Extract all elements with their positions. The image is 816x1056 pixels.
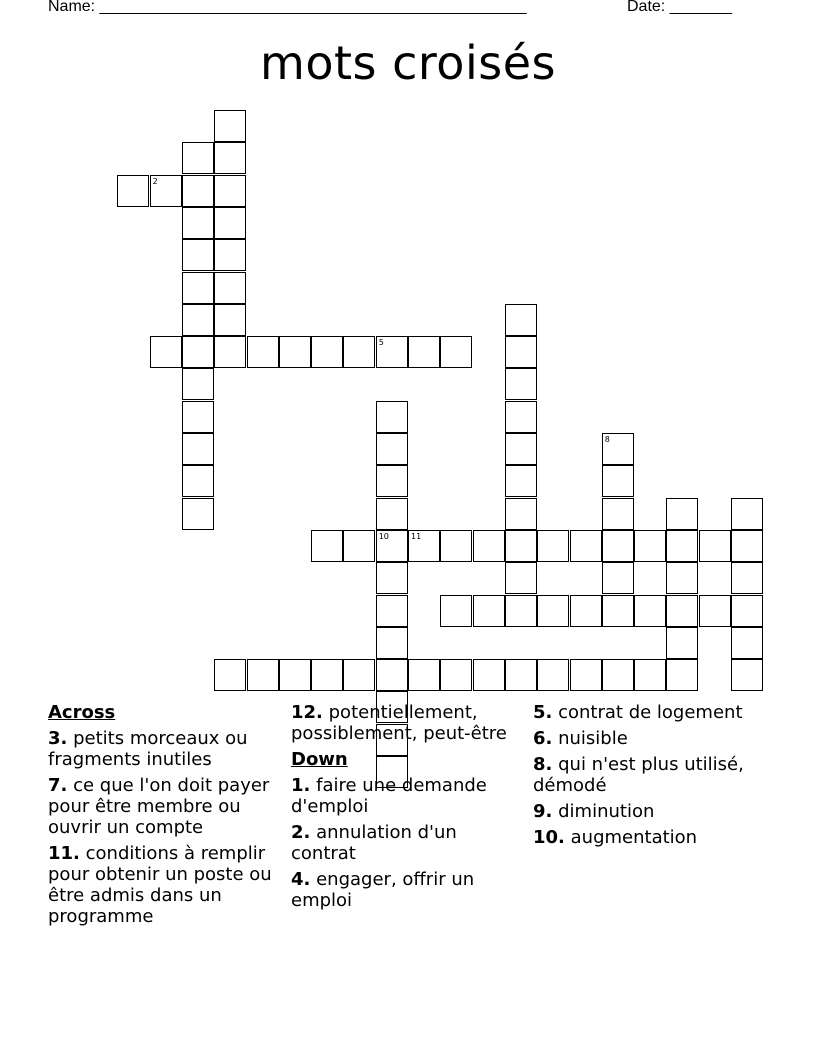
clue-text: conditions à remplir pour obtenir un poste ou être admis dans un programme	[48, 843, 272, 927]
grid-cell[interactable]	[505, 659, 537, 691]
grid-cell[interactable]	[311, 530, 343, 562]
clue-number: 4.	[291, 869, 311, 890]
grid-cell[interactable]	[731, 498, 763, 530]
clue-number: 2.	[291, 822, 311, 843]
grid-cell[interactable]	[408, 530, 440, 562]
clue-text: diminution	[558, 801, 655, 822]
clue-number-label: 5	[378, 338, 384, 348]
down-heading: Down	[291, 749, 348, 770]
clue-down-5	[533, 702, 768, 723]
grid-cell[interactable]	[117, 175, 149, 207]
grid-cell[interactable]	[602, 595, 634, 627]
grid-cell[interactable]	[408, 659, 440, 691]
grid-cell[interactable]	[182, 465, 214, 497]
grid-cell[interactable]	[182, 498, 214, 530]
grid-cell[interactable]	[666, 659, 698, 691]
grid-cell[interactable]	[343, 336, 375, 368]
grid-cell[interactable]	[666, 627, 698, 659]
grid-cell[interactable]	[505, 368, 537, 400]
grid-cell[interactable]	[182, 239, 214, 271]
grid-cell[interactable]	[150, 175, 182, 207]
clues-column-2	[291, 702, 526, 916]
grid-cell[interactable]	[343, 659, 375, 691]
grid-cell[interactable]	[602, 433, 634, 465]
across-heading: Across	[48, 702, 116, 723]
grid-cell[interactable]	[214, 336, 246, 368]
grid-cell[interactable]	[505, 304, 537, 336]
grid-cell[interactable]	[182, 304, 214, 336]
grid-cell[interactable]	[376, 498, 408, 530]
clue-text: potentiellement, possiblement, peut-être	[291, 702, 507, 744]
grid-cell[interactable]	[570, 595, 602, 627]
grid-cell[interactable]	[214, 110, 246, 142]
grid-cell[interactable]	[376, 530, 408, 562]
clue-text: faire une demande d'emploi	[291, 775, 487, 817]
clue-number: 10.	[533, 827, 565, 848]
clue-number: 1.	[291, 775, 311, 796]
clue-across-3	[48, 728, 283, 770]
clue-text: augmentation	[570, 827, 698, 848]
grid-cell[interactable]	[666, 595, 698, 627]
grid-cell[interactable]	[376, 433, 408, 465]
grid-cell[interactable]	[602, 562, 634, 594]
grid-cell[interactable]	[634, 530, 666, 562]
grid-cell[interactable]	[505, 465, 537, 497]
grid-cell[interactable]	[376, 627, 408, 659]
clue-number-label: 11	[411, 531, 422, 541]
grid-cell[interactable]	[247, 659, 279, 691]
grid-cell[interactable]	[666, 498, 698, 530]
grid-cell[interactable]	[666, 562, 698, 594]
clue-text: ce que l'on doit payer pour être membre ou ouvrir un compte	[48, 775, 270, 838]
grid-cell[interactable]	[376, 401, 408, 433]
grid-cell[interactable]	[214, 304, 246, 336]
grid-cell[interactable]	[343, 530, 375, 562]
grid-cell[interactable]	[666, 530, 698, 562]
grid-cell[interactable]	[731, 627, 763, 659]
clues-column-1	[48, 702, 283, 932]
grid-cell[interactable]	[440, 595, 472, 627]
grid-cell[interactable]	[731, 595, 763, 627]
grid-cell[interactable]	[214, 272, 246, 304]
grid-cell[interactable]	[731, 530, 763, 562]
grid-cell[interactable]	[505, 562, 537, 594]
grid-cell[interactable]	[150, 336, 182, 368]
clue-across-12	[291, 702, 526, 744]
grid-cell[interactable]	[182, 272, 214, 304]
date-field-label: Date: _______	[627, 0, 732, 15]
clue-number: 12.	[291, 702, 323, 723]
grid-cell[interactable]	[376, 465, 408, 497]
clue-down-10	[533, 827, 768, 848]
grid-cell[interactable]	[699, 530, 731, 562]
grid-cell[interactable]	[505, 498, 537, 530]
grid-cell[interactable]	[214, 175, 246, 207]
grid-cell[interactable]	[602, 465, 634, 497]
grid-cell[interactable]	[537, 530, 569, 562]
grid-cell[interactable]	[634, 595, 666, 627]
clue-number: 8.	[533, 754, 553, 775]
grid-cell[interactable]	[182, 433, 214, 465]
grid-cell[interactable]	[376, 562, 408, 594]
grid-cell[interactable]	[214, 142, 246, 174]
clue-down-8	[533, 754, 768, 796]
grid-cell[interactable]	[537, 659, 569, 691]
clue-text: petits morceaux ou fragments inutiles	[48, 728, 248, 770]
grid-cell[interactable]	[602, 530, 634, 562]
clue-text: qui n'est plus utilisé, démodé	[533, 754, 744, 796]
grid-cell[interactable]	[505, 401, 537, 433]
grid-cell[interactable]	[505, 336, 537, 368]
clue-down-2	[291, 822, 526, 864]
grid-cell[interactable]	[602, 498, 634, 530]
grid-cell[interactable]	[214, 659, 246, 691]
grid-cell[interactable]	[440, 336, 472, 368]
clue-number-label: 8	[604, 435, 610, 444]
grid-cell[interactable]	[699, 595, 731, 627]
grid-cell[interactable]	[408, 336, 440, 368]
clue-number: 9.	[533, 801, 553, 822]
grid-cell[interactable]	[182, 401, 214, 433]
clue-across-11	[48, 843, 283, 927]
grid-cell[interactable]	[570, 530, 602, 562]
grid-cell[interactable]	[505, 595, 537, 627]
page-title: mots croisés	[260, 36, 556, 90]
grid-cell[interactable]	[473, 595, 505, 627]
clue-number: 3.	[48, 728, 68, 749]
grid-cell[interactable]	[279, 336, 311, 368]
grid-cell[interactable]	[505, 433, 537, 465]
clue-across-7	[48, 775, 283, 838]
clue-text: contrat de logement	[558, 702, 743, 723]
clue-text: engager, offrir un emploi	[291, 869, 475, 911]
grid-cell[interactable]	[247, 336, 279, 368]
clue-text: annulation d'un contrat	[291, 822, 457, 864]
grid-cell[interactable]	[731, 562, 763, 594]
clue-number: 11.	[48, 843, 80, 864]
grid-cell[interactable]	[505, 530, 537, 562]
grid-cell[interactable]	[473, 530, 505, 562]
grid-cell[interactable]	[473, 659, 505, 691]
grid-cell[interactable]	[214, 239, 246, 271]
grid-cell[interactable]	[182, 336, 214, 368]
grid-cell[interactable]	[440, 659, 472, 691]
clue-down-1	[291, 775, 526, 817]
clue-number: 7.	[48, 775, 68, 796]
grid-cell[interactable]	[376, 659, 408, 691]
clue-text: nuisible	[558, 728, 628, 749]
grid-cell[interactable]	[182, 142, 214, 174]
grid-cell[interactable]	[182, 368, 214, 400]
grid-cell[interactable]	[731, 659, 763, 691]
clue-number: 6.	[533, 728, 553, 749]
clue-number: 5.	[533, 702, 553, 723]
grid-cell[interactable]	[376, 336, 408, 368]
grid-cell[interactable]	[376, 595, 408, 627]
grid-cell[interactable]	[182, 175, 214, 207]
clue-number-label: 10	[378, 531, 389, 541]
clue-number-label: 2	[152, 176, 158, 186]
clue-down-4	[291, 869, 526, 911]
grid-cell[interactable]	[311, 659, 343, 691]
grid-cell[interactable]	[537, 595, 569, 627]
clues-column-3	[533, 702, 768, 853]
grid-cell[interactable]	[214, 207, 246, 239]
name-field-label: Name: ________________________________________________	[48, 0, 527, 15]
grid-cell[interactable]	[440, 530, 472, 562]
grid-cell[interactable]	[602, 659, 634, 691]
grid-cell[interactable]	[311, 336, 343, 368]
grid-cell[interactable]	[182, 207, 214, 239]
grid-cell[interactable]	[634, 659, 666, 691]
clue-down-6	[533, 728, 768, 749]
clue-down-9	[533, 801, 768, 822]
grid-cell[interactable]	[279, 659, 311, 691]
grid-cell[interactable]	[570, 659, 602, 691]
